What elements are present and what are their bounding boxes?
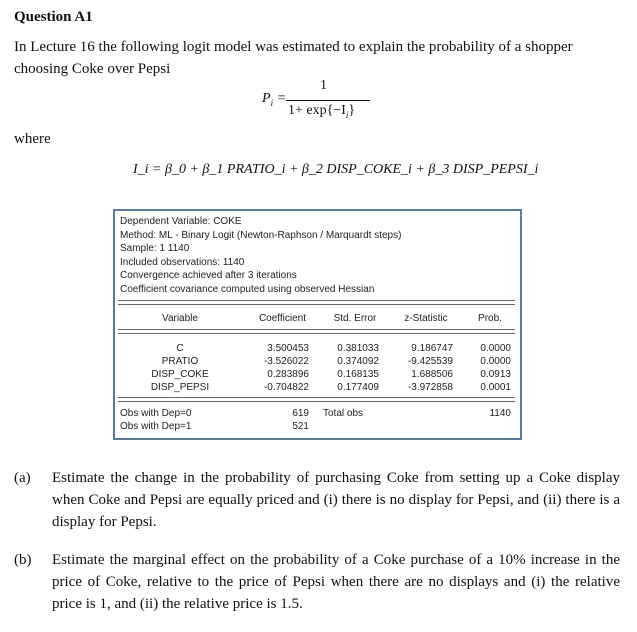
question-b-text: Estimate the marginal effect on the probability of a Coke purchase of a 10% increase in the price of Coke, relative to the price of Pepsi when there are no displays and (i) the relative price is 1, and (ii) the relative price is 1.5. — [52, 552, 620, 612]
formula-numerator: 1 — [320, 78, 327, 93]
col-header-coefficient: Coefficient — [258, 313, 307, 324]
output-header-line: Sample: 1 1140 — [120, 243, 190, 254]
question-a-label: (a) — [14, 470, 31, 486]
table-rule — [118, 329, 515, 334]
output-header-line: Method: ML - Binary Logit (Newton-Raphson / Marquardt steps) — [120, 230, 402, 241]
output-header-line: Coefficient covariance computed using observed Hessian — [120, 284, 375, 295]
formula-lhs: $P_i$ = — [262, 91, 287, 108]
table-rule — [118, 300, 515, 305]
question-a — [14, 467, 634, 537]
formula-denominator: $1+ \exp\{-I_i\}$ — [288, 103, 356, 120]
where-label: where — [14, 131, 51, 147]
regression-output-box: Dependent Variable: COKE Method: ML - Binary Logit (Newton-Raphson / Marquardt steps) Sample: 1 1140 Included observations: 1140 Convergence achieved after 3 iterations Coefficient covariance computed using observed Hessian Variable Coefficient Std. Error z-Statistic Prob. C 3.500453 0.381033 9.186747 0.0000 PRATIO -3.526022 0.374092 -9.425539 0.0000 DISP_COKE 0.283896 0.168135 1.688506 0.0913 DISP_PEPSI -0.704822 0.177409 -3.972858 0.0001 Obs with Dep=0 619 Total obs 1140 Obs with Dep=1 521 — [113, 209, 522, 440]
total-obs-value: 1140 — [489, 408, 511, 419]
question-b — [14, 549, 634, 619]
output-header-line: Dependent Variable: COKE — [120, 216, 242, 227]
question-a-text: Estimate the change in the probability of purchasing Coke from setting up a Coke display when Coke and Pepsi are equally priced and (i) there is no display for Pepsi, and (ii) there is a display for Pepsi. — [52, 470, 620, 530]
output-header-line: Included observations: 1140 — [120, 257, 245, 268]
obs-dep0-label: Obs with Dep=0 — [120, 408, 192, 419]
question-b-label: (b) — [14, 552, 32, 568]
question-title: Question A1 — [14, 9, 93, 25]
col-header-variable: Variable — [162, 313, 198, 324]
intro-text: In Lecture 16 the following logit model was estimated to explain the probability of a shopper choosing Coke over Pepsi — [14, 39, 573, 77]
col-header-std-error: Std. Error — [333, 313, 377, 324]
index-function-formula: I_i = β_0 + β_1 PRATIO_i + β_2 DISP_COKE_i + β_3 DISP_PEPSI_i — [133, 162, 539, 177]
col-header-z-statistic: z-Statistic — [404, 313, 448, 324]
obs-dep1-value: 521 — [292, 421, 309, 432]
table-rule — [118, 397, 515, 402]
output-header-line: Convergence achieved after 3 iterations — [120, 270, 297, 281]
obs-dep1-label: Obs with Dep=1 — [120, 421, 192, 432]
col-header-prob: Prob. — [478, 313, 502, 324]
fraction-bar — [286, 100, 370, 101]
total-obs-label: Total obs — [323, 408, 364, 419]
obs-dep0-value: 619 — [292, 408, 309, 419]
